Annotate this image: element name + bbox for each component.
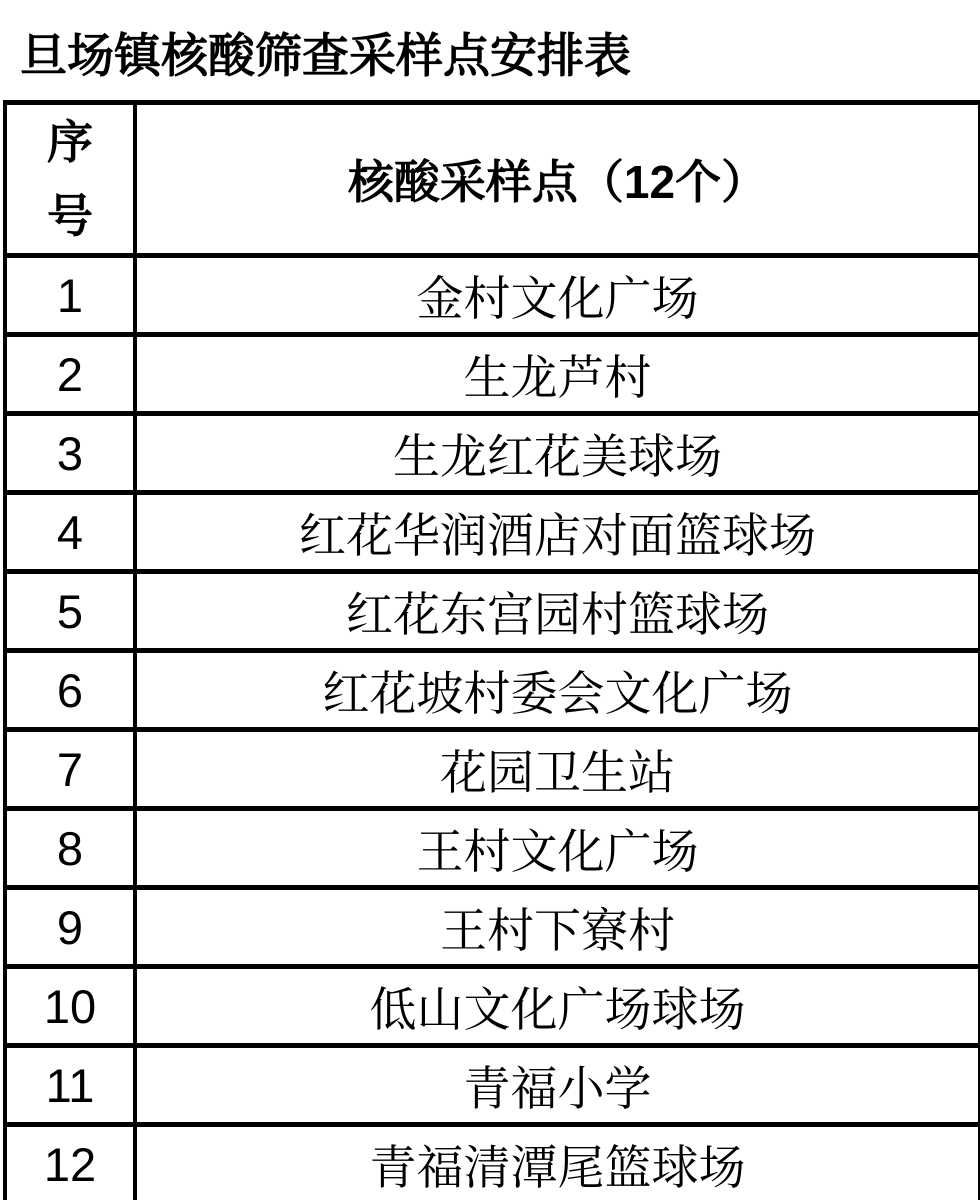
site-name-cell: 红花坡村委会文化广场: [135, 651, 980, 730]
table-row: [5, 572, 980, 651]
table-row: [5, 967, 980, 1046]
header-serial-number-label: [7, 105, 133, 253]
site-name-cell: 王村下寮村: [135, 888, 980, 967]
row-number-cell: 12: [5, 1125, 135, 1200]
site-name-cell: 生龙红花美球场: [135, 414, 980, 493]
site-name-cell: 青福清潭尾篮球场: [135, 1125, 980, 1200]
page-title: 旦场镇核酸筛查采样点安排表: [20, 29, 631, 82]
site-name-cell: 王村文化广场: [135, 809, 980, 888]
table-header-row: [5, 103, 980, 256]
table-row: [5, 256, 980, 335]
site-name-cell: 红花东宫园村篮球场: [135, 572, 980, 651]
row-number-cell: 1: [5, 256, 135, 335]
serial-label-line1: 序: [47, 116, 93, 168]
table-row: [5, 335, 980, 414]
row-number-cell: 6: [5, 651, 135, 730]
table-row: [5, 730, 980, 809]
row-number-cell: 9: [5, 888, 135, 967]
table-row: [5, 1125, 980, 1200]
row-number-cell: 11: [5, 1046, 135, 1125]
site-name-cell: 低山文化广场球场: [135, 967, 980, 1046]
sampling-points-table: [3, 100, 980, 1200]
row-number-cell: 8: [5, 809, 135, 888]
site-name-cell: 金村文化广场: [135, 256, 980, 335]
table-row: [5, 414, 980, 493]
row-number-cell: 7: [5, 730, 135, 809]
row-number-cell: 10: [5, 967, 135, 1046]
serial-label-line2: 号: [47, 190, 93, 242]
site-name-cell: 花园卫生站: [135, 730, 980, 809]
site-name-cell: 红花华润酒店对面篮球场: [135, 493, 980, 572]
header-serial-number-cell: [5, 103, 135, 256]
table-row: [5, 493, 980, 572]
row-number-cell: 2: [5, 335, 135, 414]
row-number-cell: 5: [5, 572, 135, 651]
table-row: [5, 651, 980, 730]
row-number-cell: 4: [5, 493, 135, 572]
table-row: [5, 809, 980, 888]
site-name-cell: 生龙芦村: [135, 335, 980, 414]
table-row: [5, 888, 980, 967]
table-row: [5, 1046, 980, 1125]
header-sampling-points-cell: 核酸采样点（12个）: [135, 103, 980, 256]
row-number-cell: 3: [5, 414, 135, 493]
site-name-cell: 青福小学: [135, 1046, 980, 1125]
